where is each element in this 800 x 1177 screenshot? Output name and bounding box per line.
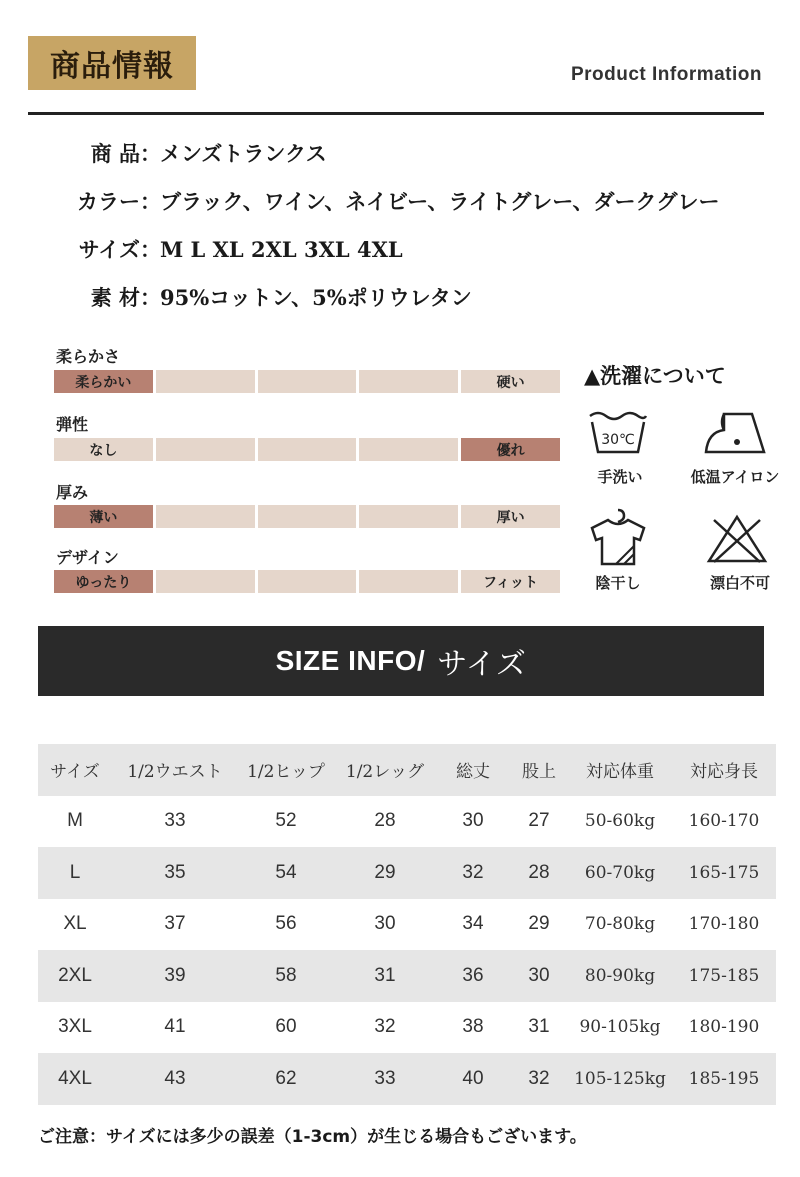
header-cell: 対応体重 bbox=[586, 762, 654, 783]
spec-value: 95%コットン、5%ポリウレタン bbox=[160, 285, 472, 310]
table-cell: 3XL bbox=[58, 1016, 92, 1038]
scale-cell bbox=[359, 438, 458, 461]
table-row bbox=[38, 1002, 776, 1054]
wash-temp-label: 30℃ bbox=[601, 432, 635, 448]
scale-title-elasticity: 弾性 bbox=[56, 415, 89, 434]
scale-cell bbox=[156, 505, 255, 528]
table-cell: 31 bbox=[528, 1016, 550, 1038]
table-cell: 28 bbox=[374, 810, 396, 832]
table-cell: 60-70kg bbox=[584, 862, 656, 883]
table-cell: L bbox=[69, 861, 81, 883]
table-cell: 33 bbox=[374, 1067, 396, 1089]
spec-separator: ： bbox=[140, 141, 161, 166]
table-cell: 35 bbox=[164, 861, 186, 883]
table-header-row bbox=[38, 744, 776, 796]
header-cell: 総丈 bbox=[456, 762, 490, 783]
table-cell: 33 bbox=[164, 810, 186, 832]
table-cell: 50-60kg bbox=[584, 811, 656, 832]
table-cell: 70-80kg bbox=[584, 914, 656, 935]
spec-product bbox=[0, 138, 327, 168]
product-info-badge: 商品情報 bbox=[28, 36, 196, 90]
scale-title-design: デザイン bbox=[56, 548, 119, 567]
table-cell: 60 bbox=[275, 1016, 297, 1038]
header-divider bbox=[28, 112, 764, 115]
header-cell: 1/2ヒップ bbox=[247, 762, 325, 783]
spec-label: 商 品 bbox=[90, 141, 140, 166]
hand-wash-icon bbox=[586, 408, 650, 456]
banner-jp: サイズ bbox=[437, 647, 527, 682]
table-cell: 43 bbox=[164, 1067, 186, 1089]
scale-design bbox=[54, 570, 560, 593]
table-cell: 38 bbox=[462, 1016, 484, 1038]
table-cell: 30 bbox=[528, 964, 550, 986]
size-info-banner bbox=[38, 626, 764, 696]
product-info-title: Product Information bbox=[570, 64, 762, 85]
size-table bbox=[38, 744, 776, 1105]
spec-value: メンズトランクス bbox=[160, 141, 327, 166]
table-cell: 58 bbox=[275, 964, 297, 986]
table-cell: XL bbox=[63, 913, 87, 935]
scale-cell bbox=[359, 370, 458, 393]
spec-material bbox=[0, 282, 472, 312]
scale-cell: フィット bbox=[461, 570, 560, 593]
header-cell: 股上 bbox=[522, 762, 556, 783]
table-cell: 56 bbox=[275, 913, 297, 935]
iron-low-icon bbox=[702, 410, 768, 456]
table-cell: 90-105kg bbox=[579, 1017, 661, 1038]
table-cell: 31 bbox=[374, 964, 396, 986]
table-cell: M bbox=[67, 810, 83, 832]
scale-cell bbox=[258, 570, 357, 593]
table-row bbox=[38, 950, 776, 1002]
table-cell: 37 bbox=[164, 913, 186, 935]
shade-dry-icon bbox=[588, 508, 648, 566]
table-cell: 30 bbox=[374, 913, 396, 935]
care-label-hand-wash: 手洗い bbox=[597, 468, 643, 486]
scale-cell: 硬い bbox=[461, 370, 560, 393]
scale-cell bbox=[359, 570, 458, 593]
scale-cell bbox=[258, 370, 357, 393]
scale-softness bbox=[54, 370, 560, 393]
scale-cell: 柔らかい bbox=[54, 370, 153, 393]
table-cell: 40 bbox=[462, 1067, 484, 1089]
table-cell: 2XL bbox=[58, 964, 92, 986]
table-cell: 185-195 bbox=[688, 1068, 760, 1089]
table-cell: 36 bbox=[462, 964, 484, 986]
table-cell: 30 bbox=[462, 810, 484, 832]
header-cell: サイズ bbox=[50, 762, 100, 783]
table-cell: 29 bbox=[374, 861, 396, 883]
scale-cell bbox=[156, 438, 255, 461]
table-cell: 180-190 bbox=[688, 1017, 760, 1038]
care-label-shade-dry: 陰干し bbox=[595, 574, 641, 592]
table-cell: 105-125kg bbox=[574, 1068, 666, 1089]
table-row bbox=[38, 1053, 776, 1105]
table-cell: 32 bbox=[528, 1067, 550, 1089]
table-cell: 54 bbox=[275, 861, 297, 883]
table-cell: 32 bbox=[462, 861, 484, 883]
table-cell: 80-90kg bbox=[584, 965, 656, 986]
scale-title-softness: 柔らかさ bbox=[56, 347, 121, 366]
care-title: ▲洗濯について bbox=[584, 364, 726, 388]
table-cell: 29 bbox=[528, 913, 550, 935]
table-cell: 34 bbox=[462, 913, 484, 935]
spec-separator: ： bbox=[140, 237, 161, 262]
table-cell: 165-175 bbox=[688, 862, 760, 883]
care-label-no-bleach: 漂白不可 bbox=[709, 574, 770, 592]
spec-value: ブラック、ワイン、ネイビー、ライトグレー、ダークグレー bbox=[160, 189, 720, 214]
scale-thickness bbox=[54, 505, 560, 528]
spec-label: 素 材 bbox=[90, 285, 140, 310]
table-cell: 32 bbox=[374, 1016, 396, 1038]
scale-cell bbox=[359, 505, 458, 528]
table-cell: 160-170 bbox=[688, 811, 760, 832]
scale-cell: ゆったり bbox=[54, 570, 153, 593]
spec-label: サイズ bbox=[78, 237, 140, 262]
table-row bbox=[38, 847, 776, 899]
table-row bbox=[38, 796, 776, 848]
table-cell: 175-185 bbox=[688, 965, 760, 986]
scale-elasticity bbox=[54, 438, 560, 461]
table-cell: 170-180 bbox=[688, 914, 760, 935]
no-bleach-icon bbox=[706, 514, 768, 564]
header-cell: 1/2レッグ bbox=[345, 762, 425, 783]
scale-cell bbox=[156, 370, 255, 393]
scale-cell: なし bbox=[54, 438, 153, 461]
scale-title-thickness: 厚み bbox=[56, 483, 89, 502]
spec-label: カラー bbox=[77, 189, 140, 214]
table-cell: 4XL bbox=[58, 1067, 92, 1089]
banner-en: SIZE INFO/ bbox=[275, 645, 426, 676]
table-cell: 28 bbox=[528, 861, 550, 883]
scale-cell: 厚い bbox=[461, 505, 560, 528]
scale-cell bbox=[156, 570, 255, 593]
table-cell: 52 bbox=[275, 810, 297, 832]
header-cell: 対応身長 bbox=[690, 762, 758, 783]
table-cell: 27 bbox=[528, 810, 550, 832]
table-cell: 41 bbox=[164, 1016, 186, 1038]
spec-separator: ： bbox=[140, 285, 161, 310]
spec-color bbox=[0, 186, 719, 216]
spec-separator: ： bbox=[140, 189, 161, 214]
table-cell: 39 bbox=[164, 964, 186, 986]
table-row bbox=[38, 899, 776, 951]
table-cell: 62 bbox=[275, 1067, 297, 1089]
scale-cell: 薄い bbox=[54, 505, 153, 528]
care-label-iron: 低温アイロン bbox=[690, 468, 780, 486]
spec-value: M L XL 2XL 3XL 4XL bbox=[160, 237, 403, 262]
scale-cell bbox=[258, 438, 357, 461]
scale-cell: 優れ bbox=[461, 438, 560, 461]
header-cell: 1/2ウエスト bbox=[127, 762, 223, 783]
scale-cell bbox=[258, 505, 357, 528]
size-note: ご注意：サイズには多少の誤差（1-3cm）が生じる場合もございます。 bbox=[38, 1127, 587, 1147]
spec-size bbox=[0, 234, 403, 264]
